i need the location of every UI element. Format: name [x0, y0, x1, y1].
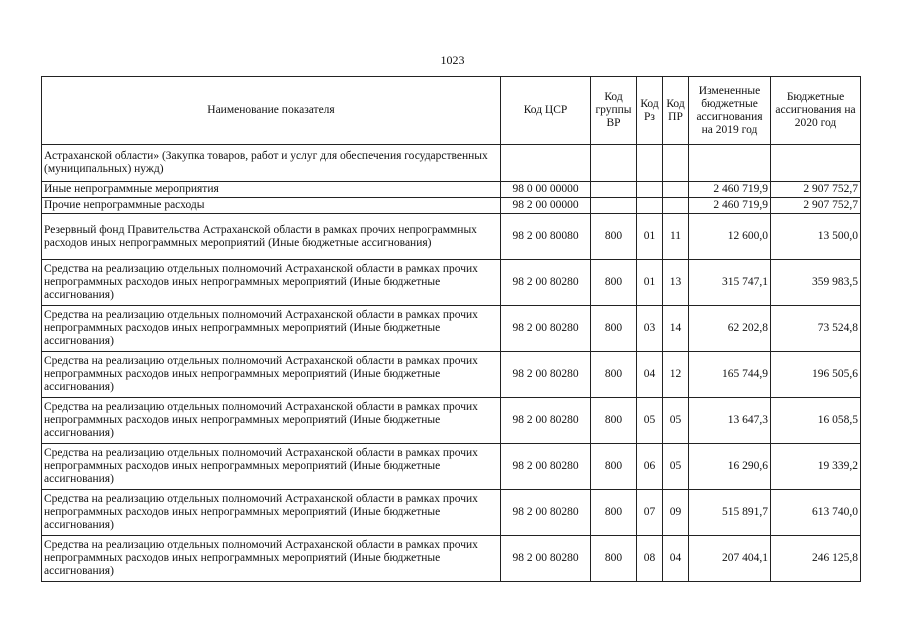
row-2020: 73 524,8	[771, 306, 861, 352]
row-csr: 98 2 00 80280	[501, 260, 591, 306]
row-csr: 98 2 00 80280	[501, 352, 591, 398]
row-rz: 07	[637, 490, 663, 536]
row-name: Средства на реализацию отдельных полномочий Астраханской области в рамках прочих непрограммных расходов иных непрограммных мероприятий (Иные бюджетные ассигнования)	[42, 306, 501, 352]
budget-table	[41, 76, 861, 582]
row-2019: 165 744,9	[689, 352, 771, 398]
row-csr: 98 2 00 80280	[501, 398, 591, 444]
row-2020: 613 740,0	[771, 490, 861, 536]
row-pr: 11	[663, 214, 689, 260]
row-rz: 08	[637, 536, 663, 582]
table-row	[42, 444, 861, 490]
row-name: Средства на реализацию отдельных полномочий Астраханской области в рамках прочих непрограммных расходов иных непрограммных мероприятий (Иные бюджетные ассигнования)	[42, 490, 501, 536]
row-pr: 09	[663, 490, 689, 536]
row-csr: 98 2 00 80280	[501, 444, 591, 490]
row-2019: 13 647,3	[689, 398, 771, 444]
row-rz	[637, 182, 663, 198]
header-pr: Код ПР	[663, 77, 689, 145]
row-vr: 800	[591, 214, 637, 260]
table-row	[42, 490, 861, 536]
row-name: Средства на реализацию отдельных полномочий Астраханской области в рамках прочих непрограммных расходов иных непрограммных мероприятий (Иные бюджетные ассигнования)	[42, 260, 501, 306]
row-pr: 05	[663, 444, 689, 490]
row-name: Средства на реализацию отдельных полномочий Астраханской области в рамках прочих непрограммных расходов иных непрограммных мероприятий (Иные бюджетные ассигнования)	[42, 444, 501, 490]
table-header-row	[42, 77, 861, 145]
row-pr	[663, 198, 689, 214]
header-name: Наименование показателя	[42, 77, 501, 145]
row-vr	[591, 145, 637, 182]
row-2020: 13 500,0	[771, 214, 861, 260]
row-pr: 14	[663, 306, 689, 352]
row-rz: 01	[637, 214, 663, 260]
row-2020: 2 907 752,7	[771, 198, 861, 214]
row-name: Средства на реализацию отдельных полномочий Астраханской области в рамках прочих непрограммных расходов иных непрограммных мероприятий (Иные бюджетные ассигнования)	[42, 352, 501, 398]
row-csr: 98 2 00 80280	[501, 490, 591, 536]
row-name: Астраханской области» (Закупка товаров, работ и услуг для обеспечения государственных (муниципальных) нужд)	[42, 145, 501, 182]
row-vr: 800	[591, 398, 637, 444]
header-rz: Код Рз	[637, 77, 663, 145]
row-pr: 13	[663, 260, 689, 306]
header-2019: Измененные бюджетные ассигнования на 2019 год	[689, 77, 771, 145]
row-2019: 2 460 719,9	[689, 198, 771, 214]
row-vr: 800	[591, 306, 637, 352]
row-2019	[689, 145, 771, 182]
row-pr	[663, 145, 689, 182]
table-row	[42, 352, 861, 398]
row-2020: 19 339,2	[771, 444, 861, 490]
table-row	[42, 145, 861, 182]
row-2020: 2 907 752,7	[771, 182, 861, 198]
row-2020: 196 505,6	[771, 352, 861, 398]
row-rz	[637, 145, 663, 182]
row-csr: 98 2 00 00000	[501, 198, 591, 214]
row-2020: 16 058,5	[771, 398, 861, 444]
row-name: Средства на реализацию отдельных полномочий Астраханской области в рамках прочих непрограммных расходов иных непрограммных мероприятий (Иные бюджетные ассигнования)	[42, 536, 501, 582]
row-2019: 16 290,6	[689, 444, 771, 490]
row-2020: 359 983,5	[771, 260, 861, 306]
row-name: Иные непрограммные мероприятия	[42, 182, 501, 198]
row-vr: 800	[591, 536, 637, 582]
row-2019: 207 404,1	[689, 536, 771, 582]
row-pr: 12	[663, 352, 689, 398]
table-row	[42, 214, 861, 260]
row-pr: 05	[663, 398, 689, 444]
row-rz: 05	[637, 398, 663, 444]
row-2019: 12 600,0	[689, 214, 771, 260]
row-2019: 62 202,8	[689, 306, 771, 352]
row-rz: 06	[637, 444, 663, 490]
row-2019: 315 747,1	[689, 260, 771, 306]
row-rz	[637, 198, 663, 214]
row-2020	[771, 145, 861, 182]
row-pr	[663, 182, 689, 198]
table-row	[42, 306, 861, 352]
row-vr: 800	[591, 490, 637, 536]
row-rz: 01	[637, 260, 663, 306]
row-2019: 2 460 719,9	[689, 182, 771, 198]
row-rz: 03	[637, 306, 663, 352]
row-rz: 04	[637, 352, 663, 398]
row-vr	[591, 182, 637, 198]
header-vr: Код группы ВР	[591, 77, 637, 145]
table-row	[42, 260, 861, 306]
row-csr: 98 2 00 80280	[501, 306, 591, 352]
row-vr: 800	[591, 444, 637, 490]
table-row	[42, 182, 861, 198]
row-csr	[501, 145, 591, 182]
header-csr: Код ЦСР	[501, 77, 591, 145]
row-csr: 98 0 00 00000	[501, 182, 591, 198]
table-row	[42, 398, 861, 444]
row-csr: 98 2 00 80080	[501, 214, 591, 260]
page-number: 1023	[440, 53, 465, 67]
row-vr: 800	[591, 260, 637, 306]
row-vr	[591, 198, 637, 214]
row-pr: 04	[663, 536, 689, 582]
row-name: Резервный фонд Правительства Астраханской области в рамках прочих непрограммных расходов иных непрограммных мероприятий (Иные бюджетные ассигнования)	[42, 214, 501, 260]
row-csr: 98 2 00 80280	[501, 536, 591, 582]
header-2020: Бюджетные ассигнования на 2020 год	[771, 77, 861, 145]
row-name: Средства на реализацию отдельных полномочий Астраханской области в рамках прочих непрограммных расходов иных непрограммных мероприятий (Иные бюджетные ассигнования)	[42, 398, 501, 444]
row-name: Прочие непрограммные расходы	[42, 198, 501, 214]
row-vr: 800	[591, 352, 637, 398]
row-2019: 515 891,7	[689, 490, 771, 536]
row-2020: 246 125,8	[771, 536, 861, 582]
table-row	[42, 198, 861, 214]
table-row	[42, 536, 861, 582]
